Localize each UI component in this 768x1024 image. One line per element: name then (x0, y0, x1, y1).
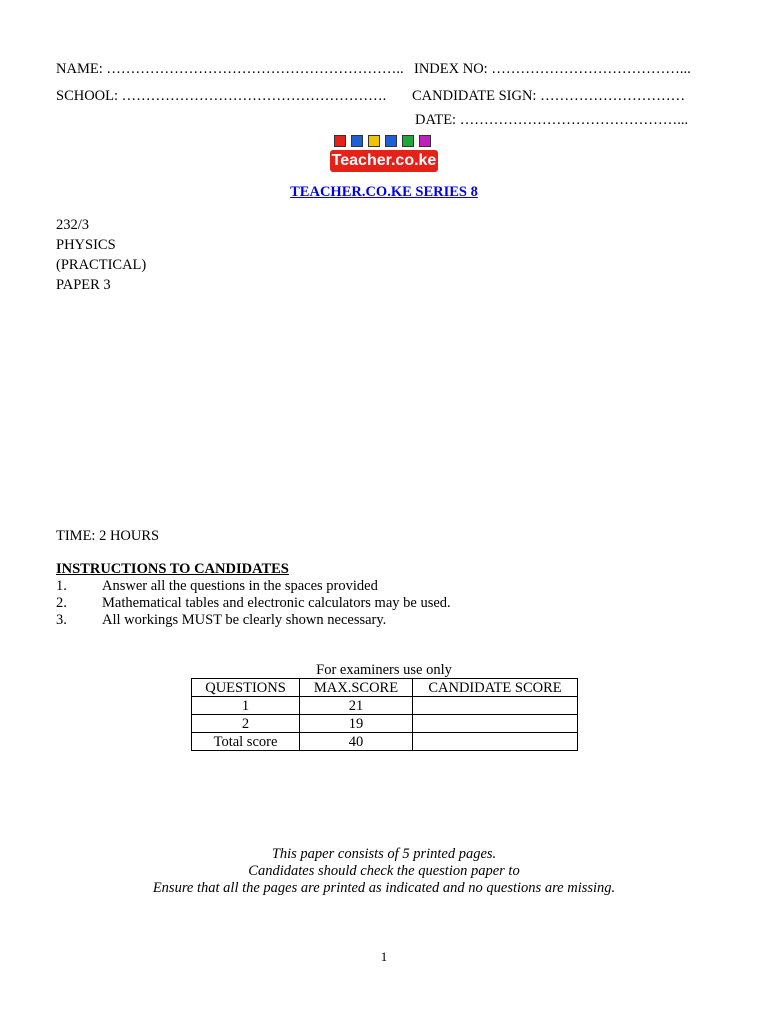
instructions-title: INSTRUCTIONS TO CANDIDATES (56, 561, 289, 577)
logo-text: Teacher.co.ke (330, 150, 438, 172)
table-cell: 2 (192, 715, 300, 733)
candidate-score-cell[interactable] (413, 697, 578, 715)
table-row (192, 697, 578, 715)
exam-time: TIME: 2 HOURS (56, 528, 160, 544)
table-row (192, 715, 578, 733)
candidate-score-cell[interactable] (413, 733, 578, 751)
score-table (191, 678, 578, 751)
subject-paper: PAPER 3 (56, 277, 111, 293)
table-row (192, 733, 578, 751)
table-header-cell: MAX.SCORE (300, 679, 413, 697)
candidate-score-cell[interactable] (413, 715, 578, 733)
instruction-item (56, 611, 386, 629)
instruction-item (56, 594, 451, 612)
candidate-sign-field-label: CANDIDATE SIGN: ………………………… (412, 88, 686, 104)
instruction-text: Answer all the questions in the spaces provided (102, 578, 378, 594)
subject-type: (PRACTICAL) (56, 257, 147, 273)
page-number: 1 (380, 949, 388, 964)
table-header-cell: CANDIDATE SCORE (413, 679, 578, 697)
table-cell: 19 (300, 715, 413, 733)
logo-square (385, 135, 397, 147)
footer-note-ensure: Ensure that all the pages are printed as indicated and no questions are missing. (152, 880, 616, 896)
instruction-item (56, 577, 378, 595)
footer-note-check: Candidates should check the question paper to (248, 863, 520, 879)
logo-square (419, 135, 431, 147)
logo-square (402, 135, 414, 147)
instruction-number: 2. (56, 595, 67, 611)
examiners-caption: For examiners use only (316, 662, 452, 678)
instruction-text: Mathematical tables and electronic calculators may be used. (102, 595, 451, 611)
table-header-row (192, 679, 578, 697)
table-cell: 40 (300, 733, 413, 751)
table-cell: 21 (300, 697, 413, 715)
date-field-label: DATE: ………………………………………... (415, 112, 689, 128)
subject-code: 232/3 (56, 217, 90, 233)
instruction-text: All workings MUST be clearly shown necessary. (102, 612, 387, 628)
subject-block (56, 215, 146, 295)
table-cell: Total score (192, 733, 300, 751)
logo-squares-icon (334, 134, 434, 148)
school-field-label: SCHOOL: ………………………………………………. (56, 88, 387, 104)
footer-note-pages: This paper consists of 5 printed pages. (271, 846, 497, 862)
series-title-link[interactable]: TEACHER.CO.KE SERIES 8 (290, 184, 478, 200)
logo-square (368, 135, 380, 147)
instruction-number: 1. (56, 578, 67, 594)
table-header-cell: QUESTIONS (192, 679, 300, 697)
index-no-field-label: INDEX NO: …………………………………... (414, 61, 691, 77)
teacher-logo (330, 134, 438, 172)
table-cell: 1 (192, 697, 300, 715)
instruction-number: 3. (56, 612, 67, 628)
name-field-label: NAME: …………………………………………………….. (56, 61, 404, 77)
logo-square (351, 135, 363, 147)
subject-name: PHYSICS (56, 237, 116, 253)
logo-square (334, 135, 346, 147)
